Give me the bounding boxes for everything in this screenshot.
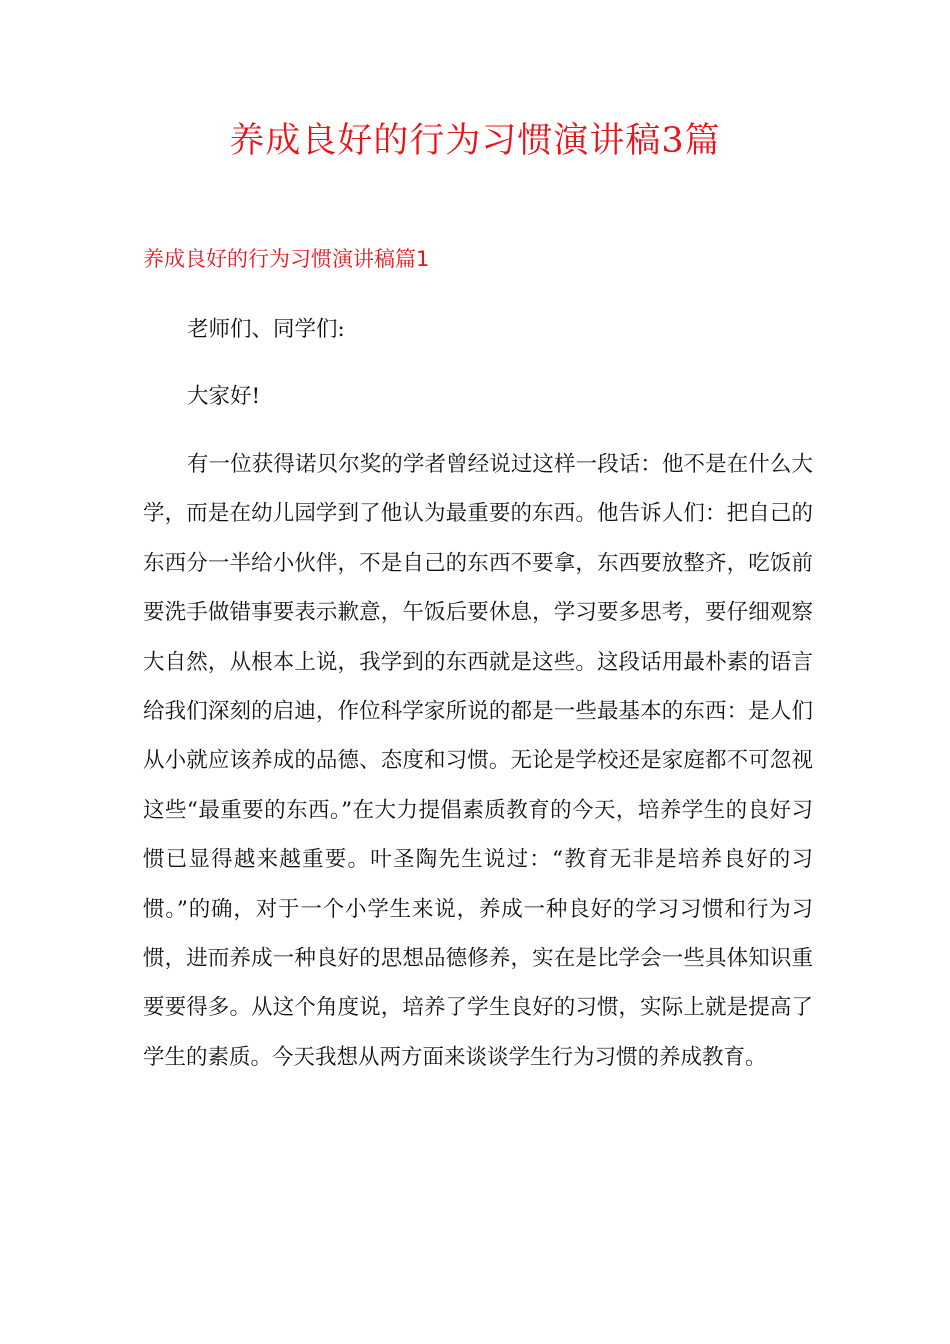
document-title: 养成良好的行为习惯演讲稿3篇: [229, 121, 721, 161]
salutation-paragraph: 老师们、同学们:: [187, 317, 345, 342]
body-paragraph: 有一位获得诺贝尔奖的学者曾经说过这样一段话：他不是在什么大学，而是在幼儿园学到了他认为最重要的东西。他告诉人们：把自己的东西分一半给小伙伴，不是自己的东西不要拿，东西要放整齐，吃饭前要洗手做错事要表示歉意，午饭后要休息，学习要多思考，要仔细观察大自然，从根本上说，我学到的东西就是这些。这段话用最朴素的语言给我们深刻的启迪，作位科学家所说的都是一些最基本的东西：是人们从小就应该养成的品德、态度和习惯。无论是学校还是家庭都不可忽视这些“最重要的东西。”在大力提倡素质教育的今天，培养学生的良好习惯已显得越来越重要。叶圣陶先生说过：“教育无非是培养良好的习惯。”的确，对于一个小学生来说，养成一种良好的学习习惯和行为习惯，进而养成一种良好的思想品德修养，实在是比学会一些具体知识重要要得多。从这个角度说，培养了学生良好的习惯，实际上就是提高了学生的素质。今天我想从两方面来谈谈学生行为习惯的养成教育。: [143, 452, 813, 1070]
greeting-paragraph: 大家好!: [187, 384, 261, 409]
section-heading: 养成良好的行为习惯演讲稿篇1: [143, 247, 430, 271]
